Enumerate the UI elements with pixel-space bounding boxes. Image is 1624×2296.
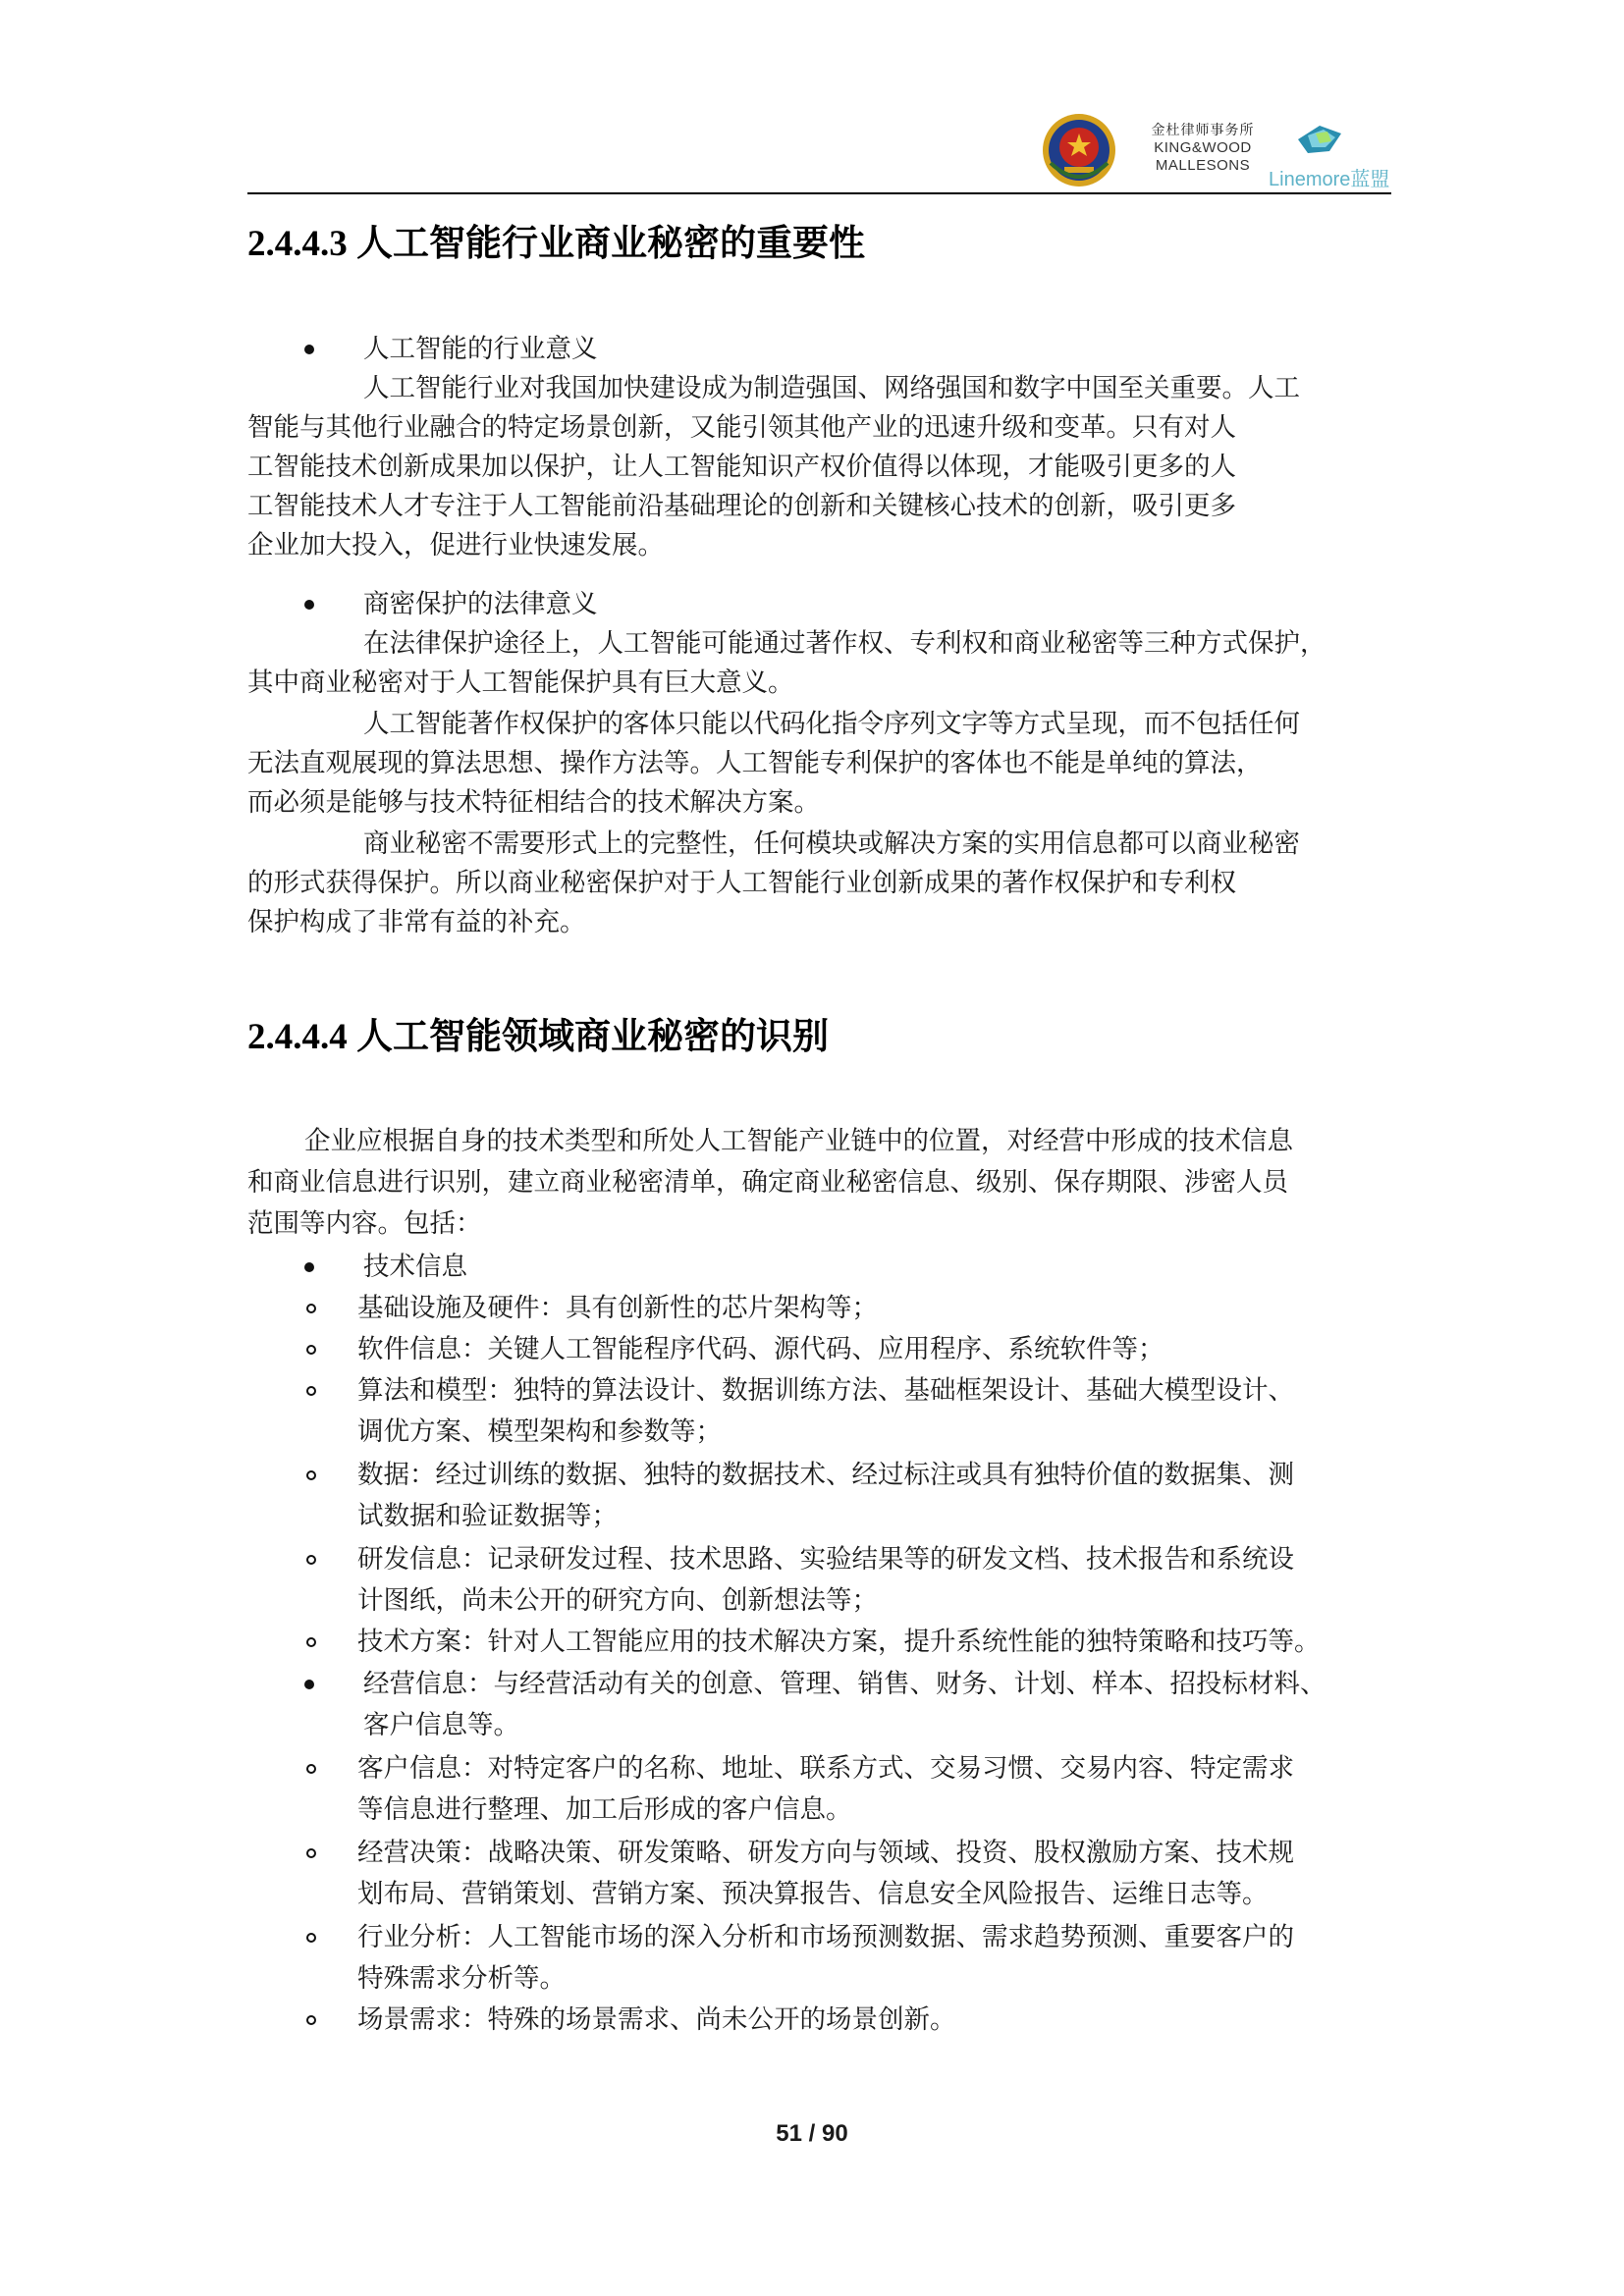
paragraph-line: 人工智能著作权保护的客体只能以代码化指令序列文字等方式呈现，而不包括任何: [363, 709, 1300, 739]
list-item-line: 经营决策：战略决策、研发策略、研发方向与领域、投资、股权激励方案、技术规: [357, 1838, 1294, 1868]
linemore-logo: [1269, 122, 1390, 190]
paragraph-line: 和商业信息进行识别，建立商业秘密清单，确定商业秘密信息、级别、保存期限、涉密人员: [247, 1167, 1288, 1198]
list-item-line: 客户信息：对特定客户的名称、地址、联系方式、交易习惯、交易内容、特定需求: [357, 1753, 1294, 1784]
circle-bullet: [306, 1933, 316, 1943]
circle-bullet: [306, 1555, 316, 1565]
kwm-logo-en-1: KING&WOOD: [1154, 139, 1252, 156]
paragraph-line: 在法律保护途径上，人工智能可能通过著作权、专利权和商业秘密等三种方式保护，: [363, 628, 1326, 659]
paragraph-line: 企业加大投入，促进行业快速发展。: [247, 530, 664, 561]
list-item-line: 数据：经过训练的数据、独特的数据技术、经过标注或具有独特价值的数据集、测: [357, 1460, 1294, 1490]
list-item-line: 基础设施及硬件：具有创新性的芯片架构等；: [357, 1293, 878, 1323]
circle-bullet: [306, 1848, 316, 1858]
list-item-line: 技术方案：针对人工智能应用的技术解决方案，提升系统性能的独特策略和技巧等。: [357, 1627, 1321, 1657]
circle-bullet: [306, 1637, 316, 1647]
page-header: [247, 108, 1391, 190]
header-rule: [247, 192, 1391, 194]
bullet-label: 人工智能的行业意义: [363, 334, 598, 364]
list-item-line: 软件信息：关键人工智能程序代码、源代码、应用程序、系统软件等；: [357, 1334, 1164, 1364]
list-item-line: 等信息进行整理、加工后形成的客户信息。: [357, 1794, 852, 1825]
bullet-dot: [304, 1262, 314, 1272]
kwm-logo-en-2: MALLESONS: [1155, 157, 1251, 174]
list-item-line: 行业分析：人工智能市场的深入分析和市场预测数据、需求趋势预测、重要客户的: [357, 1922, 1294, 1952]
paragraph-line: 人工智能行业对我国加快建设成为制造强国、网络强国和数字中国至关重要。人工: [363, 373, 1300, 403]
list-item-line: 研发信息：记录研发过程、技术思路、实验结果等的研发文档、技术报告和系统设: [357, 1544, 1294, 1575]
bullet-dot: [304, 1680, 314, 1689]
bullet-label: 经营信息：与经营活动有关的创意、管理、销售、财务、计划、样本、招投标材料、: [363, 1669, 1326, 1699]
paragraph-line: 而必须是能够与技术特征相结合的技术解决方案。: [247, 787, 820, 818]
kwm-logo-cn: 金杜律师事务所: [1151, 123, 1255, 138]
list-item-line: 算法和模型：独特的算法设计、数据训练方法、基础框架设计、基础大模型设计、: [357, 1375, 1294, 1406]
linemore-word-en: Linemore: [1269, 169, 1351, 190]
list-item-line: 划布局、营销策划、营销方案、预决算报告、信息安全风险报告、运维日志等。: [357, 1879, 1269, 1909]
paragraph-line: 保护构成了非常有益的补充。: [247, 907, 586, 937]
list-item-line: 特殊需求分析等。: [357, 1963, 566, 1994]
paragraph-line: 工智能技术人才专注于人工智能前沿基础理论的创新和关键核心技术的创新，吸引更多: [247, 491, 1236, 521]
circle-bullet: [306, 1764, 316, 1774]
paragraph-line: 企业应根据自身的技术类型和所处人工智能产业链中的位置，对经营中形成的技术信息: [304, 1126, 1293, 1156]
bullet-dot: [304, 345, 314, 354]
kwm-logo: [1129, 124, 1276, 173]
paragraph-line: 的形式获得保护。所以商业秘密保护对于人工智能行业创新成果的著作权保护和专利权: [247, 868, 1236, 898]
bullet-label: 技术信息: [363, 1252, 467, 1282]
circle-bullet: [306, 1304, 316, 1313]
paragraph-line: 其中商业秘密对于人工智能保护具有巨大意义。: [247, 667, 794, 698]
circle-bullet: [306, 2015, 316, 2025]
circle-bullet: [306, 1470, 316, 1480]
paragraph-line: 工智能技术创新成果加以保护，让人工智能知识产权价值得以体现，才能吸引更多的人: [247, 452, 1236, 482]
bullet-label: 客户信息等。: [363, 1710, 519, 1740]
circle-bullet: [306, 1345, 316, 1355]
linemore-wordmark: [1269, 163, 1389, 191]
paragraph-line: 范围等内容。包括：: [247, 1208, 482, 1239]
bullet-dot: [304, 600, 314, 610]
bullet-label: 商密保护的法律意义: [363, 589, 598, 619]
list-item-line: 场景需求：特殊的场景需求、尚未公开的场景创新。: [357, 2004, 956, 2035]
list-item-line: 调优方案、模型架构和参数等；: [357, 1416, 722, 1447]
circle-bullet: [306, 1386, 316, 1396]
paragraph-line: 智能与其他行业融合的特定场景创新，又能引领其他产业的迅速升级和变革。只有对人: [247, 412, 1236, 443]
linemore-mark-icon: [1290, 122, 1349, 161]
paragraph-line: 无法直观展现的算法思想、操作方法等。人工智能专利保护的客体也不能是单纯的算法，: [247, 748, 1263, 778]
list-item-line: 计图纸，尚未公开的研究方向、创新想法等；: [357, 1585, 878, 1616]
section-heading-2444: 2.4.4.4 人工智能领域商业秘密的识别: [247, 1017, 829, 1057]
paragraph-line: 商业秘密不需要形式上的完整性，任何模块或解决方案的实用信息都可以商业秘密: [363, 828, 1300, 859]
list-item-line: 试数据和验证数据等；: [357, 1501, 618, 1531]
section-heading-2443: 2.4.4.3 人工智能行业商业秘密的重要性: [247, 224, 865, 264]
police-emblem-logo: [1041, 112, 1117, 188]
linemore-word-cn: 蓝盟: [1350, 169, 1390, 190]
page-number: 51 / 90: [776, 2120, 848, 2147]
